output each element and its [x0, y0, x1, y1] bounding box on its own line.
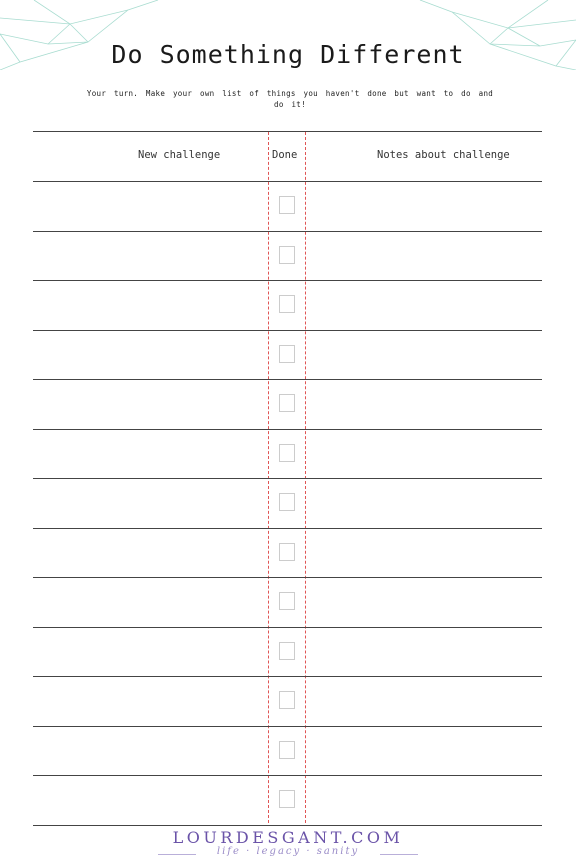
done-checkbox[interactable] — [279, 642, 295, 660]
row-separator — [33, 627, 542, 628]
done-checkbox[interactable] — [279, 493, 295, 511]
done-checkbox[interactable] — [279, 741, 295, 759]
done-checkbox[interactable] — [279, 691, 295, 709]
row-separator — [33, 726, 542, 727]
done-checkbox[interactable] — [279, 345, 295, 363]
done-checkbox[interactable] — [279, 394, 295, 412]
footer-brand: LOURDESGANT.COM — [172, 828, 404, 847]
column-header-done: Done — [272, 149, 298, 161]
row-separator — [33, 379, 542, 380]
row-separator — [33, 181, 542, 182]
row-separator — [33, 528, 542, 529]
tagline-rule-right — [380, 854, 418, 855]
done-checkbox[interactable] — [279, 246, 295, 264]
row-separator — [33, 577, 542, 578]
row-separator — [33, 478, 542, 479]
row-separator — [33, 429, 542, 430]
done-checkbox[interactable] — [279, 543, 295, 561]
table-bottom-line — [33, 825, 542, 826]
row-separator — [33, 676, 542, 677]
done-checkbox[interactable] — [279, 790, 295, 808]
row-separator — [33, 231, 542, 232]
done-checkbox[interactable] — [279, 196, 295, 214]
row-separator — [33, 775, 542, 776]
row-separator — [33, 330, 542, 331]
page-title: Do Something Different — [111, 40, 465, 69]
done-checkbox[interactable] — [279, 444, 295, 462]
page-subtitle: Your turn. Make your own list of things you haven't done but want to do and do it! — [86, 89, 494, 109]
row-separator — [33, 280, 542, 281]
table-top-line — [33, 131, 542, 132]
footer-tagline: life · legacy · sanity — [216, 846, 360, 857]
column-header-notes: Notes about challenge — [377, 149, 510, 161]
done-checkbox[interactable] — [279, 592, 295, 610]
column-header-challenge: New challenge — [138, 149, 221, 161]
footer-tagline-group — [158, 846, 418, 862]
done-checkbox[interactable] — [279, 295, 295, 313]
